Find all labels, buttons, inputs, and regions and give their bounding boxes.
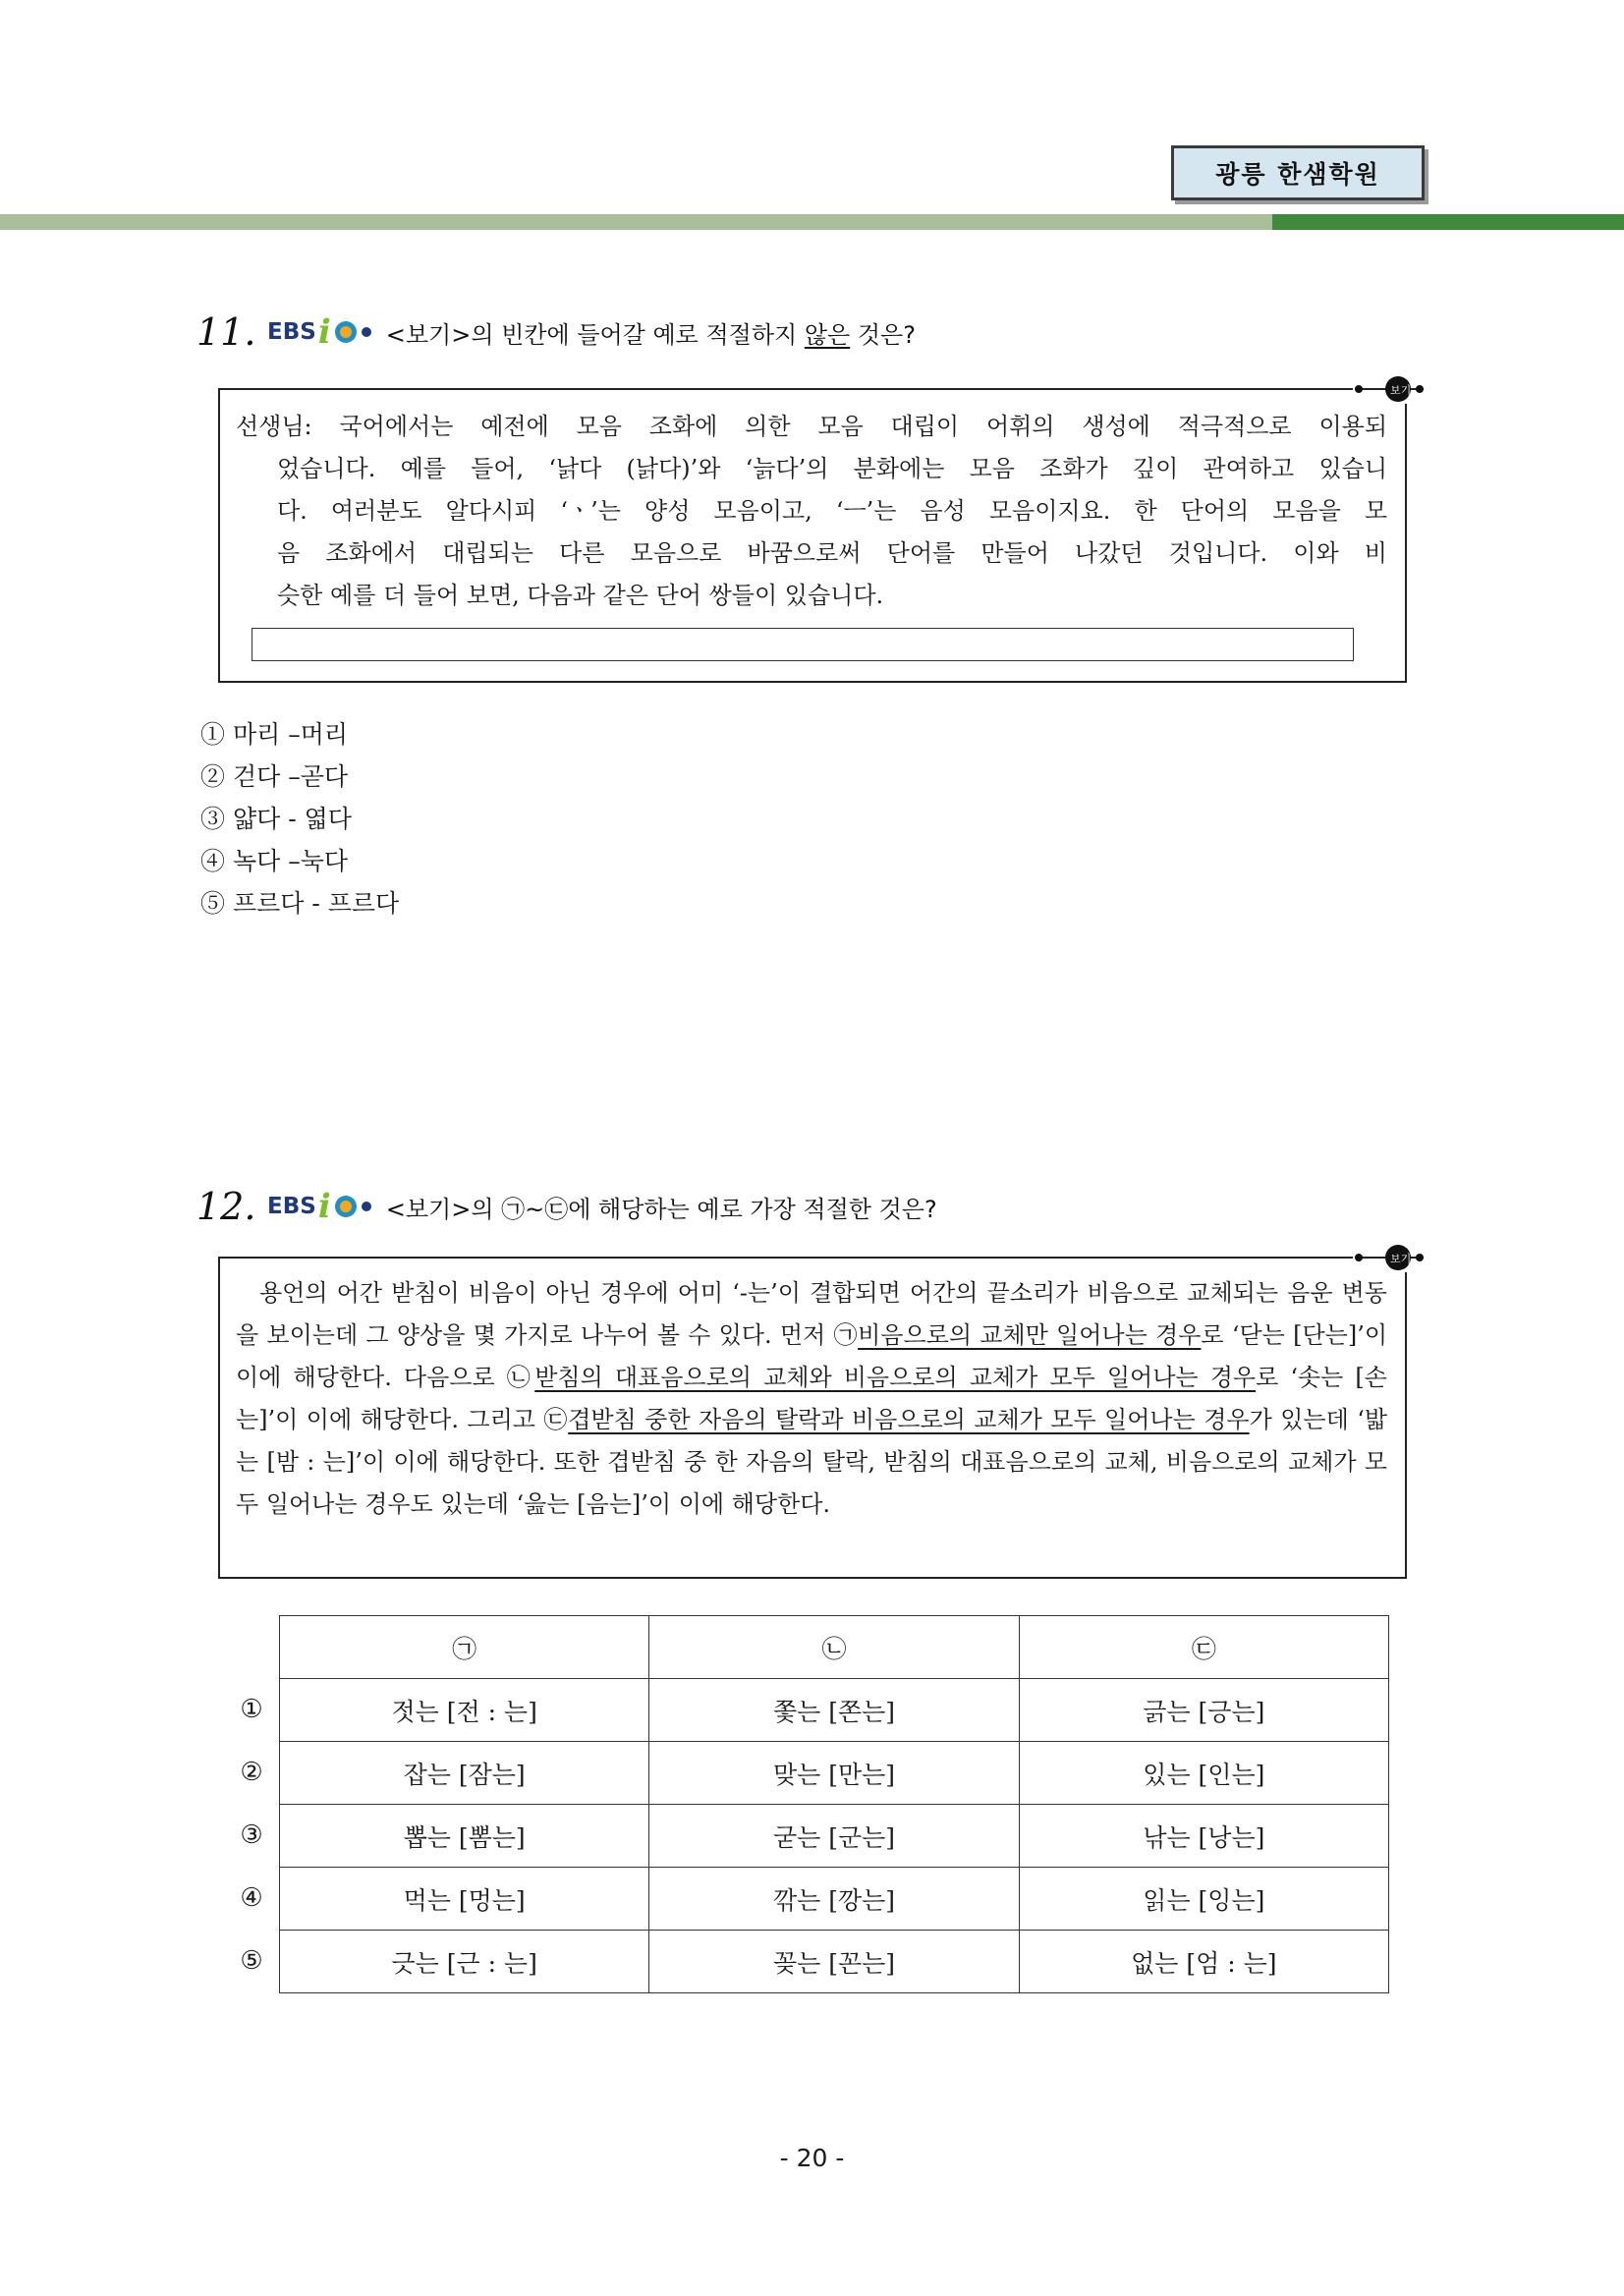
question-11-line xyxy=(196,306,916,359)
question-12-number: 12. xyxy=(196,1185,256,1228)
table-cell: 깎는 [깡는] xyxy=(649,1868,1019,1931)
passage-line: 음 조화에서 대립되는 다른 모음으로 바꿈으로써 단어를 만들어 나갔던 것입니다. 이와 비 xyxy=(277,539,1387,567)
table-cell: 긁는 [긍는] xyxy=(1019,1679,1388,1742)
table-cell: 굳는 [군는] xyxy=(649,1805,1019,1868)
row-number-2[interactable]: ② xyxy=(240,1758,263,1787)
marker-b: ㉡ xyxy=(506,1364,535,1391)
underlined-c: 겹받침 중한 자음의 탈락과 비음으로의 교체가 모두 일어나는 경우 xyxy=(568,1406,1250,1433)
passage-line: 다. 여러분도 알다시피 ‘ㆍ’는 양성 모음이고, ‘ㅡ’는 음성 모음이지요. 한 단어의 모음을 모 xyxy=(277,497,1387,525)
question-11-number: 11. xyxy=(196,310,256,354)
row-number-3[interactable]: ③ xyxy=(240,1820,263,1850)
underlined-a: 비음으로의 교체만 일어나는 경우 xyxy=(858,1321,1202,1349)
question-11-prompt: <보기>의 빈칸에 들어갈 예로 적절하지 않은 것은? xyxy=(385,320,916,349)
choice-1[interactable]: ① 마리 –머리 xyxy=(200,720,348,749)
row-number-4[interactable]: ④ xyxy=(240,1883,263,1913)
row-number-5[interactable]: ⑤ xyxy=(240,1946,263,1976)
header-band-dark xyxy=(1272,214,1624,230)
bogi-corner-mark xyxy=(1353,1243,1426,1272)
question-12-line xyxy=(196,1180,937,1233)
passage-line: 선생님: 국어에서는 예전에 모음 조화에 의한 모음 대립이 어휘의 생성에 적극적으로 이용되 xyxy=(236,413,1387,440)
table-cell: 맞는 [만는] xyxy=(649,1742,1019,1805)
bogi-badge-icon xyxy=(1355,374,1424,404)
table-row xyxy=(280,1679,1389,1742)
table-row xyxy=(280,1742,1389,1805)
question-12-passage-box xyxy=(218,1253,1412,1579)
question-11-passage-box xyxy=(218,384,1412,683)
table-cell: 긋는 [근 : 는] xyxy=(280,1931,649,1993)
table-cell: 쫓는 [쫀는] xyxy=(649,1679,1019,1742)
table-cell: 있는 [인는] xyxy=(1019,1742,1388,1805)
choice-5[interactable]: ⑤ 프르다 - 프르다 xyxy=(200,889,400,918)
table-header: ㉢ xyxy=(1019,1616,1388,1679)
table-cell: 잡는 [잠는] xyxy=(280,1742,649,1805)
table-header: ㉡ xyxy=(649,1616,1019,1679)
underlined-b: 받침의 대표음으로의 교체와 비음으로의 교체가 모두 일어나는 경우 xyxy=(534,1364,1257,1391)
question-11-passage xyxy=(236,406,1387,617)
choice-2[interactable]: ② 걷다 –곧다 xyxy=(200,762,348,791)
choice-4[interactable]: ④ 녹다 –눅다 xyxy=(200,847,348,875)
table-cell: 없는 [엄 : 는] xyxy=(1019,1931,1388,1993)
page-number: - 20 - xyxy=(779,2144,845,2172)
question-12-prompt: <보기>의 ㉠~㉢에 해당하는 예로 가장 적절한 것은? xyxy=(385,1195,937,1223)
table-row xyxy=(280,1868,1389,1931)
table-cell: 뽑는 [뽐는] xyxy=(280,1805,649,1868)
ebs-circles-icon xyxy=(333,319,374,345)
marker-c: ㉢ xyxy=(543,1406,569,1433)
answer-table xyxy=(279,1615,1389,1993)
ebs-logo: EBS i xyxy=(267,312,374,352)
passage-line: 슷한 예를 더 들어 보면, 다음과 같은 단어 쌍들이 있습니다. xyxy=(277,582,884,609)
ebs-logo: EBS i xyxy=(267,1187,374,1226)
academy-badge xyxy=(1171,145,1425,200)
bogi-badge-icon xyxy=(1355,1243,1424,1272)
answer-blank-box xyxy=(252,628,1354,661)
choice-3[interactable]: ③ 얇다 - 엷다 xyxy=(200,805,352,833)
table-cell: 낚는 [낭는] xyxy=(1019,1805,1388,1868)
header-band-light xyxy=(0,214,1272,230)
row-number-1[interactable]: ① xyxy=(240,1695,263,1724)
svg-text:보기: 보기 xyxy=(1390,1253,1412,1265)
bogi-corner-mark xyxy=(1353,374,1426,404)
question-12-passage: 용언의 어간 받침이 비음이 아닌 경우에 어미 ‘-는’이 결합되면 어간의 끝소리가 비음으로 교체되는 음운 변동을 보이는데 그 양상을 몇 가지로 나누어 볼 수 있다. 먼저 ㉠비음으로의 교체만 일어나는 경우로 ‘닫는 [단는]’이 이에 해당한다. 다음으로 ㉡받침의 대표음으로의 교체와 비음으로의 교체가 모두 일어나는 경우로 ‘솟는 [손는]’이 이에 해당한다. 그리고 ㉢겹받침 중한 자음의 탈락과 비음으로의 교체가 모두 일어나는 경우가 있는데 ‘밟는 [밤 : 는]’이 이에 해당한다. 또한 겹받침 중 한 자음의 탈락, 받침의 대표음으로의 교체, 비음으로의 교체가 모두 일어나는 경우도 있는데 ‘읊는 [음는]’이 이에 해당한다. xyxy=(236,1279,1388,1518)
marker-a: ㉠ xyxy=(833,1321,859,1349)
svg-text:보기: 보기 xyxy=(1390,384,1412,397)
table-cell: 먹는 [멍는] xyxy=(280,1868,649,1931)
passage-line: 었습니다. 예를 들어, ‘낡다 (낡다)’와 ‘늙다’의 분화에는 모음 조화가 깊이 관여하고 있습니 xyxy=(277,455,1387,482)
table-header-row xyxy=(280,1616,1389,1679)
table-header: ㉠ xyxy=(280,1616,649,1679)
table-row xyxy=(280,1805,1389,1868)
table-cell: 꽂는 [꼰는] xyxy=(649,1931,1019,1993)
ebs-circles-icon xyxy=(333,1194,374,1219)
table-row xyxy=(280,1931,1389,1993)
table-cell: 읽는 [잉는] xyxy=(1019,1868,1388,1931)
table-cell: 젓는 [전 : 는] xyxy=(280,1679,649,1742)
academy-name: 광릉 한샘학원 xyxy=(1215,160,1380,189)
